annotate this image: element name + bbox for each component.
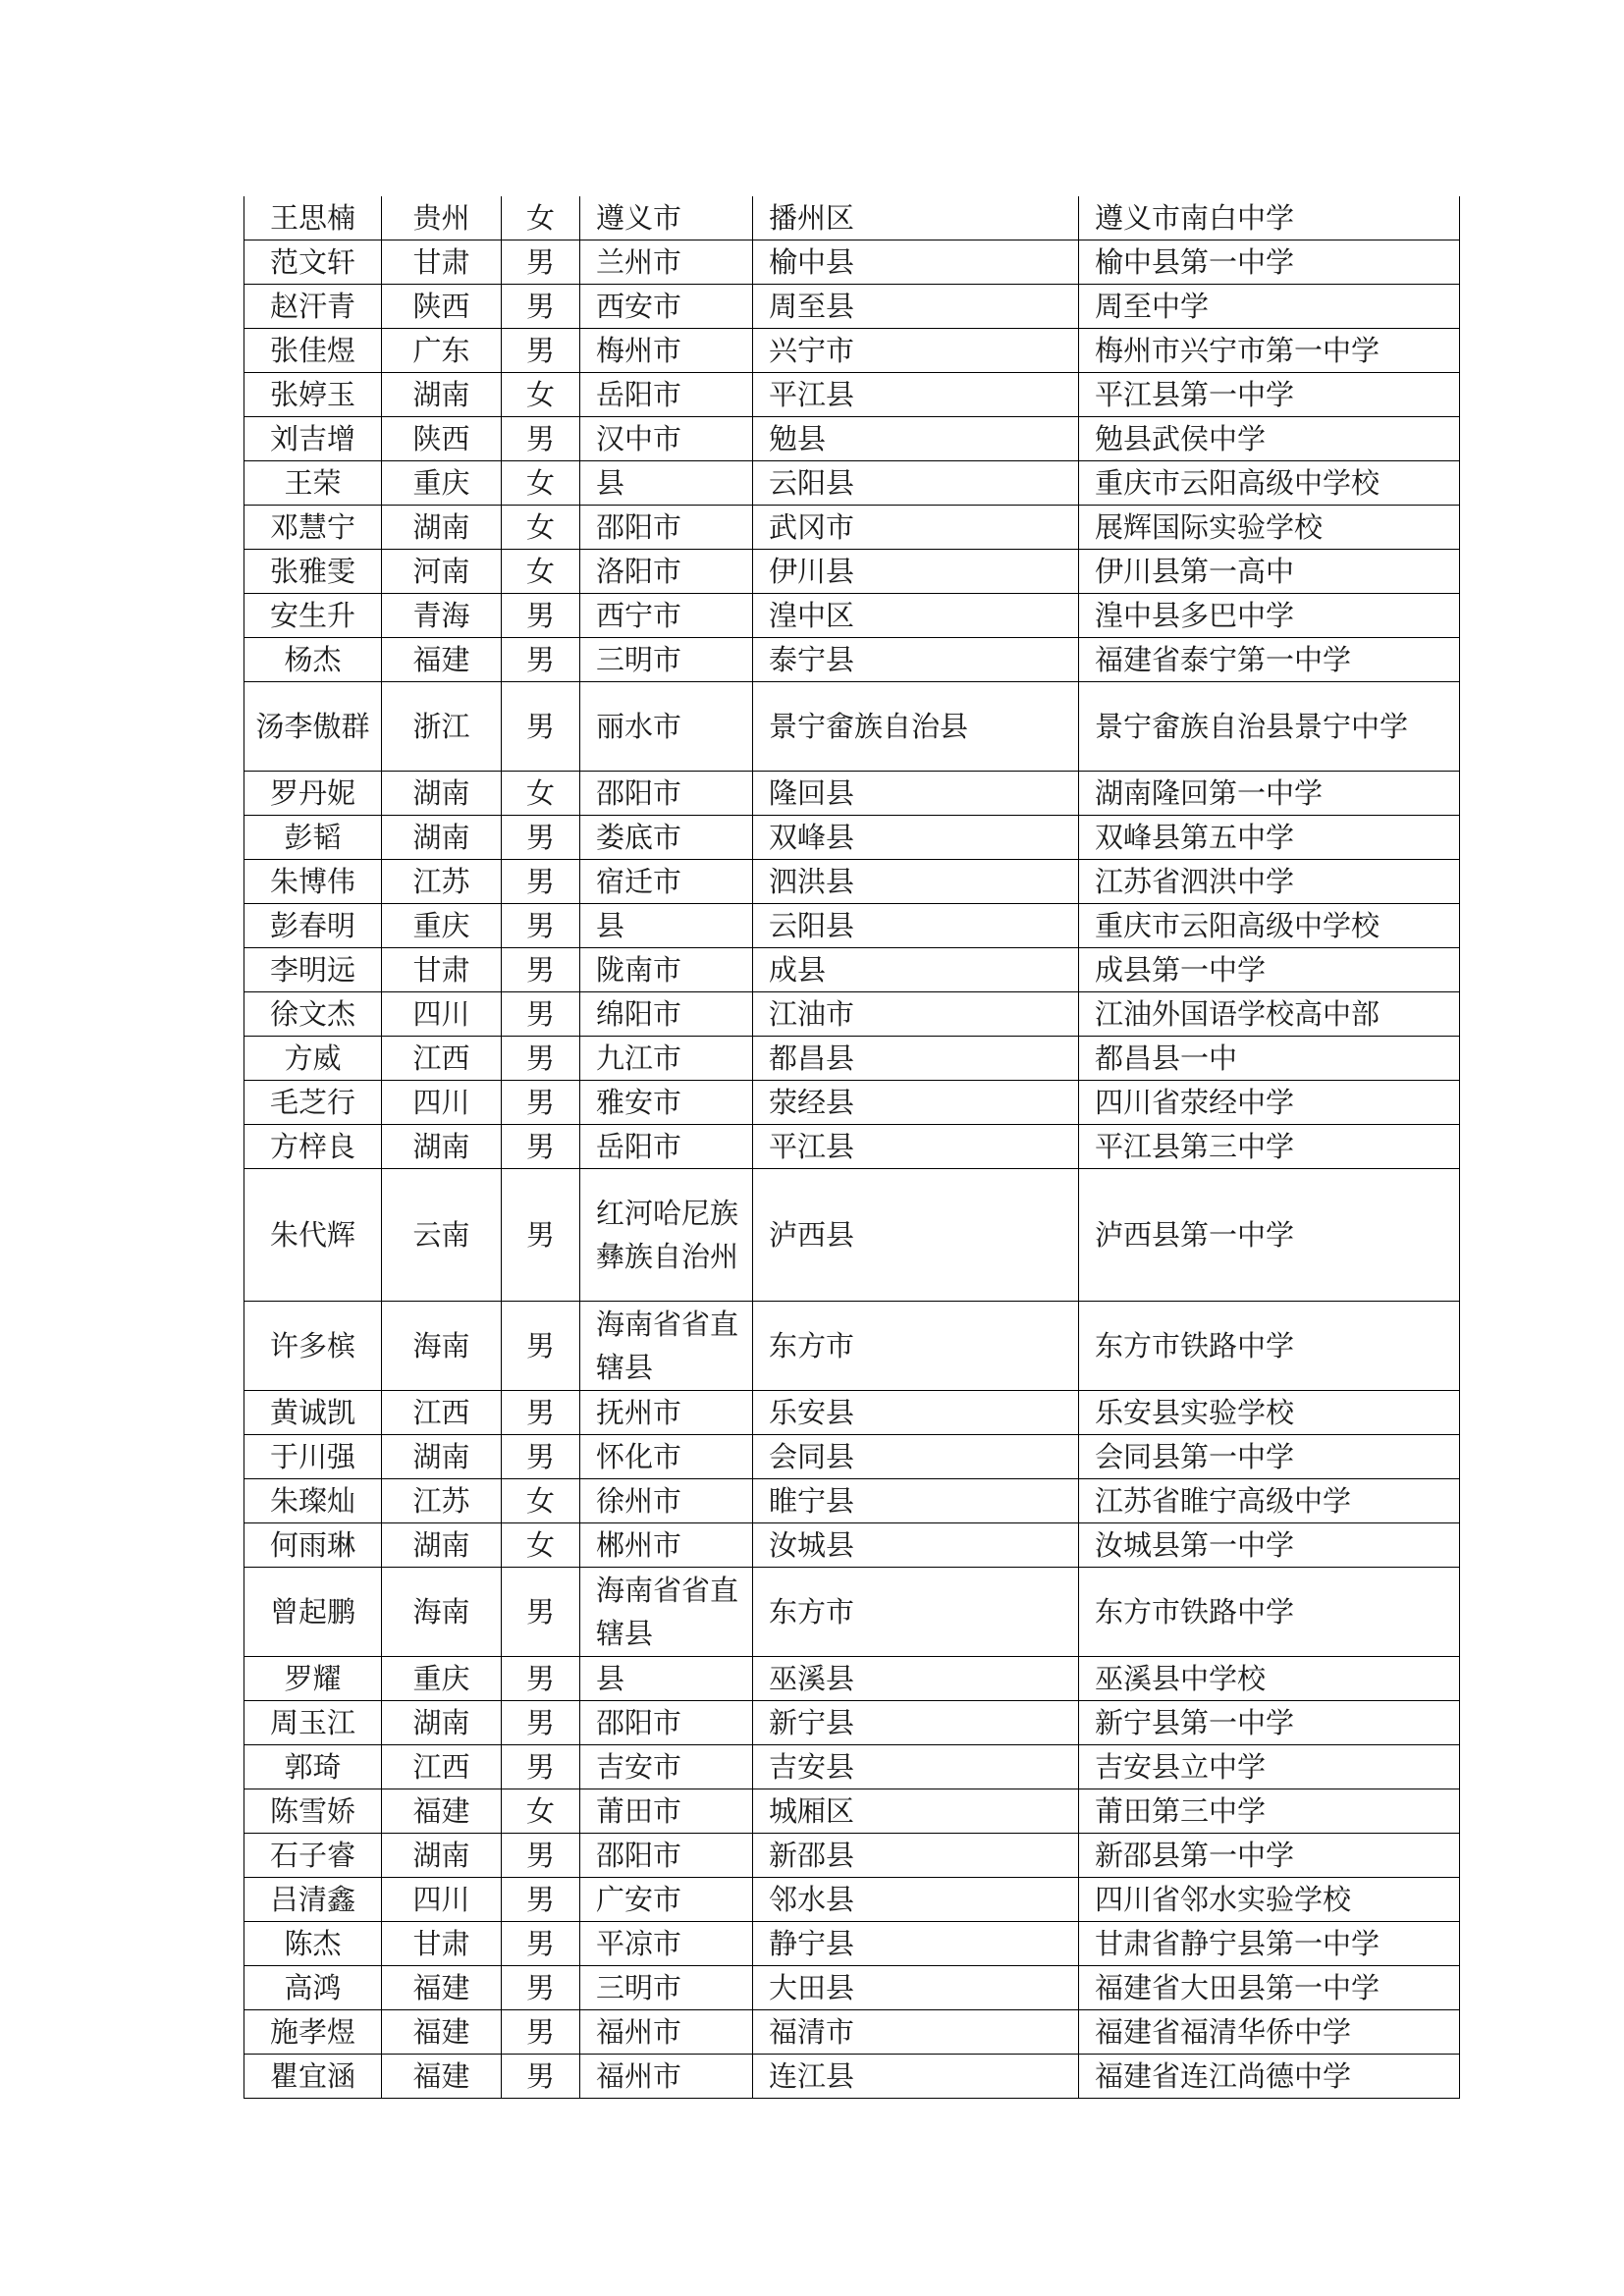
province-cell: 陕西 [382, 285, 502, 329]
gender-cell: 男 [502, 594, 580, 638]
table-row [244, 417, 1460, 461]
county-cell: 泸西县 [753, 1169, 1079, 1302]
table-row [244, 1922, 1460, 1966]
table-row [244, 506, 1460, 550]
city-cell: 海南省省直辖县 [580, 1302, 753, 1391]
school-cell: 重庆市云阳高级中学校 [1079, 461, 1460, 506]
city-cell: 徐州市 [580, 1479, 753, 1523]
gender-cell: 男 [502, 1966, 580, 2010]
gender-cell: 女 [502, 1479, 580, 1523]
student-name-cell: 石子睿 [244, 1834, 382, 1878]
school-cell: 景宁畲族自治县景宁中学 [1079, 682, 1460, 772]
city-cell: 福州市 [580, 2010, 753, 2055]
student-name-cell: 安生升 [244, 594, 382, 638]
gender-cell: 男 [502, 2010, 580, 2055]
province-cell: 重庆 [382, 904, 502, 948]
province-cell: 甘肃 [382, 240, 502, 285]
school-cell: 勉县武侯中学 [1079, 417, 1460, 461]
student-name-cell: 方威 [244, 1037, 382, 1081]
gender-cell: 男 [502, 860, 580, 904]
city-cell: 邵阳市 [580, 772, 753, 816]
table-row [244, 1657, 1460, 1701]
province-cell: 江苏 [382, 860, 502, 904]
school-cell: 福建省福清华侨中学 [1079, 2010, 1460, 2055]
gender-cell: 女 [502, 373, 580, 417]
province-cell: 河南 [382, 550, 502, 594]
student-name-cell: 朱璨灿 [244, 1479, 382, 1523]
gender-cell: 男 [502, 1701, 580, 1745]
student-name-cell: 罗丹妮 [244, 772, 382, 816]
table-row [244, 992, 1460, 1037]
table-row [244, 550, 1460, 594]
province-cell: 湖南 [382, 816, 502, 860]
gender-cell: 男 [502, 948, 580, 992]
gender-cell: 男 [502, 1922, 580, 1966]
county-cell: 伊川县 [753, 550, 1079, 594]
school-cell: 江苏省睢宁高级中学 [1079, 1479, 1460, 1523]
student-name-cell: 王荣 [244, 461, 382, 506]
table-row [244, 2055, 1460, 2099]
county-cell: 双峰县 [753, 816, 1079, 860]
city-cell: 丽水市 [580, 682, 753, 772]
school-cell: 平江县第三中学 [1079, 1125, 1460, 1169]
county-cell: 周至县 [753, 285, 1079, 329]
gender-cell: 男 [502, 1391, 580, 1435]
student-name-cell: 陈雪娇 [244, 1789, 382, 1834]
province-cell: 湖南 [382, 506, 502, 550]
school-cell: 遵义市南白中学 [1079, 196, 1460, 240]
student-name-cell: 罗耀 [244, 1657, 382, 1701]
school-cell: 福建省连江尚德中学 [1079, 2055, 1460, 2099]
table-row [244, 196, 1460, 240]
table-row [244, 461, 1460, 506]
student-name-cell: 彭韬 [244, 816, 382, 860]
county-cell: 播州区 [753, 196, 1079, 240]
province-cell: 湖南 [382, 1701, 502, 1745]
county-cell: 巫溪县 [753, 1657, 1079, 1701]
school-cell: 榆中县第一中学 [1079, 240, 1460, 285]
student-name-cell: 范文轩 [244, 240, 382, 285]
city-cell: 莆田市 [580, 1789, 753, 1834]
school-cell: 重庆市云阳高级中学校 [1079, 904, 1460, 948]
school-cell: 四川省邻水实验学校 [1079, 1878, 1460, 1922]
province-cell: 江西 [382, 1745, 502, 1789]
province-cell: 四川 [382, 1878, 502, 1922]
county-cell: 云阳县 [753, 904, 1079, 948]
gender-cell: 男 [502, 904, 580, 948]
student-name-cell: 徐文杰 [244, 992, 382, 1037]
gender-cell: 男 [502, 1169, 580, 1302]
gender-cell: 女 [502, 461, 580, 506]
province-cell: 浙江 [382, 682, 502, 772]
table-row [244, 860, 1460, 904]
county-cell: 邻水县 [753, 1878, 1079, 1922]
county-cell: 东方市 [753, 1568, 1079, 1657]
city-cell: 洛阳市 [580, 550, 753, 594]
province-cell: 云南 [382, 1169, 502, 1302]
school-cell: 福建省大田县第一中学 [1079, 1966, 1460, 2010]
county-cell: 景宁畲族自治县 [753, 682, 1079, 772]
city-cell: 遵义市 [580, 196, 753, 240]
province-cell: 湖南 [382, 1125, 502, 1169]
gender-cell: 男 [502, 329, 580, 373]
city-cell: 西安市 [580, 285, 753, 329]
school-cell: 江油外国语学校高中部 [1079, 992, 1460, 1037]
county-cell: 大田县 [753, 1966, 1079, 2010]
city-cell: 雅安市 [580, 1081, 753, 1125]
school-cell: 周至中学 [1079, 285, 1460, 329]
city-cell: 海南省省直辖县 [580, 1568, 753, 1657]
table-row [244, 1479, 1460, 1523]
gender-cell: 男 [502, 1302, 580, 1391]
province-cell: 湖南 [382, 1523, 502, 1568]
gender-cell: 男 [502, 1834, 580, 1878]
table-row [244, 1037, 1460, 1081]
student-name-cell: 方梓良 [244, 1125, 382, 1169]
province-cell: 陕西 [382, 417, 502, 461]
city-cell: 怀化市 [580, 1435, 753, 1479]
county-cell: 兴宁市 [753, 329, 1079, 373]
table-row [244, 1745, 1460, 1789]
county-cell: 榆中县 [753, 240, 1079, 285]
student-name-cell: 高鸿 [244, 1966, 382, 2010]
county-cell: 乐安县 [753, 1391, 1079, 1435]
city-cell: 九江市 [580, 1037, 753, 1081]
student-name-cell: 于川强 [244, 1435, 382, 1479]
county-cell: 荥经县 [753, 1081, 1079, 1125]
city-cell: 福州市 [580, 2055, 753, 2099]
student-name-cell: 朱博伟 [244, 860, 382, 904]
student-name-cell: 汤李傲群 [244, 682, 382, 772]
table-row [244, 904, 1460, 948]
province-cell: 重庆 [382, 1657, 502, 1701]
city-cell: 抚州市 [580, 1391, 753, 1435]
table-row [244, 948, 1460, 992]
city-cell: 岳阳市 [580, 373, 753, 417]
province-cell: 海南 [382, 1568, 502, 1657]
gender-cell: 男 [502, 1568, 580, 1657]
school-cell: 湟中县多巴中学 [1079, 594, 1460, 638]
roster-body [244, 196, 1460, 2099]
student-name-cell: 李明远 [244, 948, 382, 992]
table-row [244, 682, 1460, 772]
city-cell: 兰州市 [580, 240, 753, 285]
school-cell: 成县第一中学 [1079, 948, 1460, 992]
table-row [244, 1568, 1460, 1657]
table-row [244, 329, 1460, 373]
province-cell: 青海 [382, 594, 502, 638]
student-name-cell: 何雨琳 [244, 1523, 382, 1568]
gender-cell: 女 [502, 506, 580, 550]
county-cell: 勉县 [753, 417, 1079, 461]
table-row [244, 1435, 1460, 1479]
county-cell: 泗洪县 [753, 860, 1079, 904]
school-cell: 新邵县第一中学 [1079, 1834, 1460, 1878]
student-name-cell: 张佳煜 [244, 329, 382, 373]
county-cell: 泰宁县 [753, 638, 1079, 682]
city-cell: 汉中市 [580, 417, 753, 461]
school-cell: 福建省泰宁第一中学 [1079, 638, 1460, 682]
table-row [244, 1878, 1460, 1922]
city-cell: 邵阳市 [580, 506, 753, 550]
table-row [244, 1523, 1460, 1568]
school-cell: 汝城县第一中学 [1079, 1523, 1460, 1568]
student-name-cell: 张雅雯 [244, 550, 382, 594]
city-cell: 陇南市 [580, 948, 753, 992]
school-cell: 四川省荥经中学 [1079, 1081, 1460, 1125]
student-name-cell: 郭琦 [244, 1745, 382, 1789]
county-cell: 静宁县 [753, 1922, 1079, 1966]
table-row [244, 2010, 1460, 2055]
table-row [244, 772, 1460, 816]
school-cell: 展辉国际实验学校 [1079, 506, 1460, 550]
province-cell: 福建 [382, 1789, 502, 1834]
province-cell: 重庆 [382, 461, 502, 506]
city-cell: 娄底市 [580, 816, 753, 860]
table-row [244, 1789, 1460, 1834]
county-cell: 江油市 [753, 992, 1079, 1037]
city-cell: 平凉市 [580, 1922, 753, 1966]
gender-cell: 女 [502, 550, 580, 594]
gender-cell: 女 [502, 1523, 580, 1568]
table-row [244, 1834, 1460, 1878]
student-name-cell: 曾起鹏 [244, 1568, 382, 1657]
gender-cell: 男 [502, 1435, 580, 1479]
student-name-cell: 邓慧宁 [244, 506, 382, 550]
school-cell: 吉安县立中学 [1079, 1745, 1460, 1789]
student-name-cell: 赵汗青 [244, 285, 382, 329]
city-cell: 邵阳市 [580, 1701, 753, 1745]
student-name-cell: 周玉江 [244, 1701, 382, 1745]
province-cell: 江西 [382, 1391, 502, 1435]
gender-cell: 女 [502, 196, 580, 240]
county-cell: 汝城县 [753, 1523, 1079, 1568]
gender-cell: 男 [502, 1878, 580, 1922]
city-cell: 县 [580, 904, 753, 948]
city-cell: 岳阳市 [580, 1125, 753, 1169]
county-cell: 福清市 [753, 2010, 1079, 2055]
school-cell: 会同县第一中学 [1079, 1435, 1460, 1479]
school-cell: 都昌县一中 [1079, 1037, 1460, 1081]
gender-cell: 男 [502, 240, 580, 285]
city-cell: 梅州市 [580, 329, 753, 373]
table-row [244, 1966, 1460, 2010]
county-cell: 云阳县 [753, 461, 1079, 506]
school-cell: 湖南隆回第一中学 [1079, 772, 1460, 816]
gender-cell: 男 [502, 1125, 580, 1169]
province-cell: 江西 [382, 1037, 502, 1081]
city-cell: 县 [580, 461, 753, 506]
student-name-cell: 黄诚凯 [244, 1391, 382, 1435]
province-cell: 湖南 [382, 772, 502, 816]
student-name-cell: 毛芝行 [244, 1081, 382, 1125]
city-cell: 邵阳市 [580, 1834, 753, 1878]
gender-cell: 男 [502, 285, 580, 329]
city-cell: 红河哈尼族彝族自治州 [580, 1169, 753, 1302]
province-cell: 甘肃 [382, 948, 502, 992]
table-row [244, 373, 1460, 417]
gender-cell: 男 [502, 417, 580, 461]
student-name-cell: 朱代辉 [244, 1169, 382, 1302]
school-cell: 江苏省泗洪中学 [1079, 860, 1460, 904]
table-row [244, 1391, 1460, 1435]
province-cell: 湖南 [382, 373, 502, 417]
gender-cell: 男 [502, 638, 580, 682]
county-cell: 平江县 [753, 373, 1079, 417]
province-cell: 海南 [382, 1302, 502, 1391]
province-cell: 湖南 [382, 1435, 502, 1479]
county-cell: 东方市 [753, 1302, 1079, 1391]
gender-cell: 男 [502, 1657, 580, 1701]
student-name-cell: 施孝煜 [244, 2010, 382, 2055]
table-row [244, 1302, 1460, 1391]
table-row [244, 816, 1460, 860]
city-cell: 三明市 [580, 638, 753, 682]
county-cell: 睢宁县 [753, 1479, 1079, 1523]
gender-cell: 男 [502, 816, 580, 860]
county-cell: 都昌县 [753, 1037, 1079, 1081]
school-cell: 甘肃省静宁县第一中学 [1079, 1922, 1460, 1966]
county-cell: 城厢区 [753, 1789, 1079, 1834]
table-row [244, 285, 1460, 329]
school-cell: 乐安县实验学校 [1079, 1391, 1460, 1435]
school-cell: 伊川县第一高中 [1079, 550, 1460, 594]
table-row [244, 1701, 1460, 1745]
gender-cell: 男 [502, 1081, 580, 1125]
province-cell: 甘肃 [382, 1922, 502, 1966]
student-name-cell: 王思楠 [244, 196, 382, 240]
county-cell: 新邵县 [753, 1834, 1079, 1878]
table-row [244, 594, 1460, 638]
gender-cell: 男 [502, 992, 580, 1037]
county-cell: 湟中区 [753, 594, 1079, 638]
gender-cell: 男 [502, 682, 580, 772]
city-cell: 吉安市 [580, 1745, 753, 1789]
city-cell: 县 [580, 1657, 753, 1701]
table-row [244, 240, 1460, 285]
province-cell: 福建 [382, 2055, 502, 2099]
city-cell: 宿迁市 [580, 860, 753, 904]
school-cell: 双峰县第五中学 [1079, 816, 1460, 860]
province-cell: 四川 [382, 1081, 502, 1125]
student-name-cell: 张婷玉 [244, 373, 382, 417]
gender-cell: 女 [502, 772, 580, 816]
county-cell: 连江县 [753, 2055, 1079, 2099]
student-name-cell: 彭春明 [244, 904, 382, 948]
gender-cell: 男 [502, 2055, 580, 2099]
province-cell: 湖南 [382, 1834, 502, 1878]
city-cell: 郴州市 [580, 1523, 753, 1568]
school-cell: 莆田第三中学 [1079, 1789, 1460, 1834]
province-cell: 贵州 [382, 196, 502, 240]
province-cell: 福建 [382, 638, 502, 682]
province-cell: 福建 [382, 2010, 502, 2055]
county-cell: 新宁县 [753, 1701, 1079, 1745]
county-cell: 武冈市 [753, 506, 1079, 550]
student-name-cell: 陈杰 [244, 1922, 382, 1966]
county-cell: 隆回县 [753, 772, 1079, 816]
student-name-cell: 吕清鑫 [244, 1878, 382, 1922]
student-name-cell: 杨杰 [244, 638, 382, 682]
province-cell: 四川 [382, 992, 502, 1037]
province-cell: 江苏 [382, 1479, 502, 1523]
table-row [244, 1125, 1460, 1169]
student-name-cell: 许多槟 [244, 1302, 382, 1391]
county-cell: 吉安县 [753, 1745, 1079, 1789]
table-row [244, 1169, 1460, 1302]
table-row [244, 1081, 1460, 1125]
school-cell: 东方市铁路中学 [1079, 1302, 1460, 1391]
school-cell: 巫溪县中学校 [1079, 1657, 1460, 1701]
school-cell: 东方市铁路中学 [1079, 1568, 1460, 1657]
student-roster-table [244, 196, 1460, 2099]
county-cell: 平江县 [753, 1125, 1079, 1169]
student-name-cell: 瞿宜涵 [244, 2055, 382, 2099]
table-row [244, 638, 1460, 682]
school-cell: 梅州市兴宁市第一中学 [1079, 329, 1460, 373]
gender-cell: 男 [502, 1745, 580, 1789]
county-cell: 成县 [753, 948, 1079, 992]
county-cell: 会同县 [753, 1435, 1079, 1479]
province-cell: 福建 [382, 1966, 502, 2010]
gender-cell: 女 [502, 1789, 580, 1834]
province-cell: 广东 [382, 329, 502, 373]
city-cell: 三明市 [580, 1966, 753, 2010]
school-cell: 新宁县第一中学 [1079, 1701, 1460, 1745]
school-cell: 平江县第一中学 [1079, 373, 1460, 417]
city-cell: 绵阳市 [580, 992, 753, 1037]
city-cell: 西宁市 [580, 594, 753, 638]
school-cell: 泸西县第一中学 [1079, 1169, 1460, 1302]
city-cell: 广安市 [580, 1878, 753, 1922]
student-name-cell: 刘吉增 [244, 417, 382, 461]
gender-cell: 男 [502, 1037, 580, 1081]
